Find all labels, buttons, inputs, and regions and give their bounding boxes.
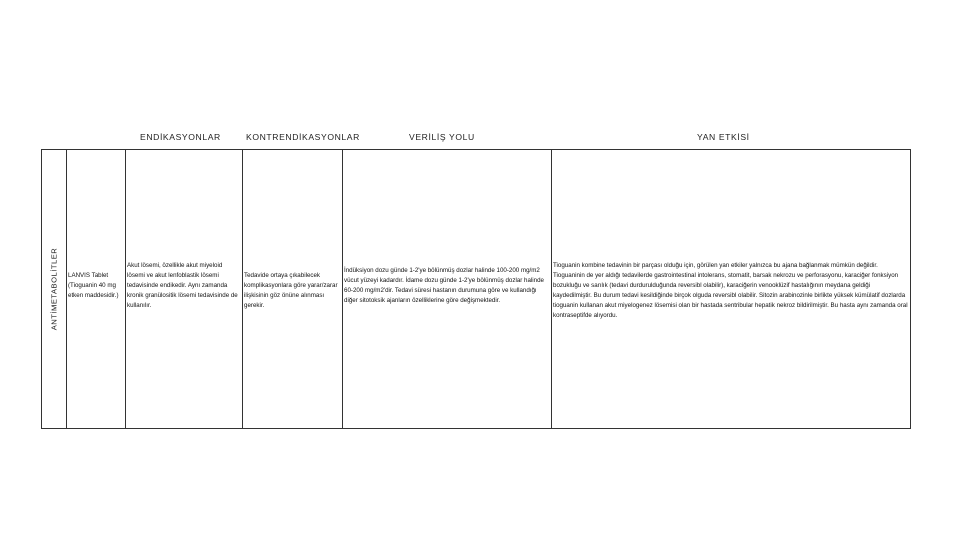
header-route: VERİLİŞ YOLU (409, 132, 475, 142)
divider-1 (66, 150, 67, 428)
drug-cell (68, 271, 124, 301)
divider-4 (342, 150, 343, 428)
side-effects-cell (553, 261, 910, 321)
header-side-effects: YAN ETKİSİ (697, 132, 750, 142)
divider-5 (551, 150, 552, 428)
row-label: ANTİMETABOLİTLER (49, 247, 59, 331)
divider-3 (242, 150, 243, 428)
row-label-cell (42, 150, 66, 428)
header-indications: ENDİKASYONLAR (140, 132, 221, 142)
side-effects-text: Tioguanin kombine tedavinin bir parçası olduğu için, görülen yan etkiler yalnızca bu ajana bağlanmak mümkün değildir. Tioguaninin de yer aldığı tedavilerde gastrointestinal intolerans, stomatit, barsak nekrozu ve perforasyonu, karaciğer fonksiyon bozukluğu ve sarılık (tedavi durdurulduğunda reversibl olabilir), karaciğerin venooklüzif hastalığının meydana geldiği kaydedilmiştir. Bu durum tedavi kesildiğinde birçok olguda reversibl olabilir. Sitozin arabinozinle birlikte yüksek kümülatif dozlarda tioguanin kullanan akut miyelogenez lösemisi olan bir hastada sentribular hepatik nekroz bildirilmiştir. Bu hasta aynı zamanda oral kontraseptifde alıyordu. (553, 262, 910, 319)
contraindications-cell (244, 271, 341, 311)
drug-table (41, 149, 911, 429)
indications-cell (127, 261, 241, 311)
divider-2 (125, 150, 126, 428)
header-contraindications: KONTRENDİKASYONLAR (246, 132, 360, 142)
contraindications-text: Tedavide ortaya çıkabilecek komplikasyonlara göre yarar/zarar ilişkisinin göz önüne alınması gerekir. (244, 272, 340, 309)
route-text: İndüksiyon dozu günde 1-2'ye bölünmüş dozlar halinde 100-200 mg/m2 vücut yüzeyi kadardır. İdame dozu günde 1-2'ye bölünmüş dozlar halinde 60-200 mg/m2'dir. Tedavi süresi hastanın durumuna göre ve kullandığı diğer sitotoksik ajanların özelliklerine göre değişmektedir. (344, 267, 546, 304)
drug-text: LANVIS Tablet (Tioguanin 40 mg etken maddesidir.) (68, 272, 119, 299)
indications-text: Akut lösemi, özellikle akut miyeloid lösemi ve akut lenfoblastik lösemi tedavisinde endikedir. Aynı zamanda kronik granülositik lösemi tedavisinde de kullanılır. (127, 262, 240, 309)
route-cell (344, 266, 550, 306)
